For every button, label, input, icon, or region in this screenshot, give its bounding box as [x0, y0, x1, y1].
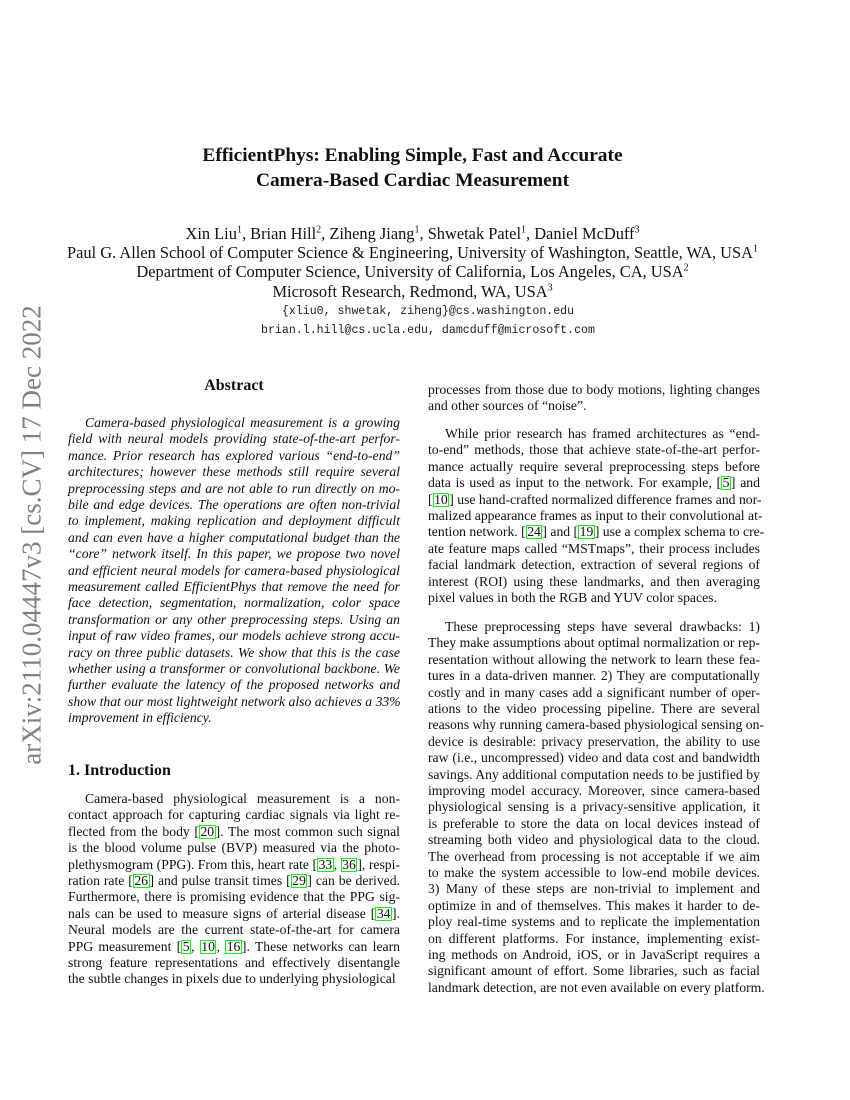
text-line: is preferable to store the data on local devices instead of: [428, 815, 760, 831]
text-line: interest (ROI) using these landmarks, and then averaging: [428, 573, 760, 589]
text-line: pixel values in both the RGB and YUV color spaces.: [428, 590, 717, 605]
author-affiliation-mark: 3: [634, 224, 640, 236]
text-line: data is used as input to the network. For example, [ 5 ] and: [428, 475, 760, 491]
text-line: ations to the video processing pipeline. There are several: [428, 701, 760, 716]
text-line: mance. Prior research has explored various “end-to-end”: [68, 447, 400, 463]
arxiv-identifier: arXiv:2110.04447v3 [cs.CV] 17 Dec 2022: [16, 305, 47, 765]
text-line: Neural models are the current state-of-the-art for camera: [68, 922, 400, 938]
author-affiliation-mark: 2: [316, 224, 322, 236]
text-line: strong feature representations and effectively disentangle: [68, 955, 400, 970]
text-line: device is desirable: privacy preservation, the ability to use: [428, 733, 760, 749]
text-line: physiological sensing is a privacy-sensitive application, it: [428, 799, 760, 815]
text-line: racy on three public datasets. We show that this is the case: [68, 644, 400, 660]
paper-title-line-1: EfficientPhys: Enabling Simple, Fast and Accurate: [202, 145, 623, 166]
affiliation-mark: 1: [752, 243, 758, 255]
text-line: tures in a data-driven manner. 2) They are computationally: [428, 668, 760, 684]
text-line: These preprocessing steps have several drawbacks: 1): [445, 619, 760, 634]
affiliation-mark: 3: [547, 282, 553, 294]
text-line: raw (i.e., uncompressed) video and data cost and bandwidth: [428, 750, 760, 766]
text-line: show that our most lightweight network also achieves a 33%: [68, 693, 401, 709]
text-line: optimize in and of themselves. This makes it harder to de-: [428, 897, 760, 913]
text-line: face detection, segmentation, normalization, color space: [68, 595, 400, 611]
text-line: on different platforms. For instance, implementing exist-: [428, 930, 760, 946]
text-line: The overhead from processing is not acceptable if we aim: [428, 848, 760, 864]
text-line: PPG measurement [ 5 , 10 , 16 ]. These networks can learn: [68, 938, 401, 954]
citation-link[interactable]: 10: [201, 938, 215, 954]
affiliation-msr: [0, 282, 825, 302]
text-line: facial landmark detection, extraction of several regions of: [428, 557, 760, 573]
text-line: to make the system accessible to low-end mobile devices.: [428, 865, 760, 880]
text-line: savings. Any additional computation needs to be justified by: [428, 766, 760, 782]
text-line: and efficient neural models for camera-based physiological: [68, 562, 400, 578]
introduction-heading: 1. Introduction: [68, 762, 171, 779]
text-line: nals can be used to measure signs of arterial disease [ 34 ].: [68, 905, 400, 921]
citation-link[interactable]: 33: [318, 856, 333, 872]
text-line: Camera-based physiological measurement is a non-: [85, 791, 400, 806]
affiliation-mark: 2: [683, 262, 689, 274]
text-line: architectures; however these methods still require several: [68, 464, 400, 480]
text-line: [ 10 ] use hand-crafted normalized difference frames and nor-: [428, 491, 762, 507]
text-line: is the blood volume pulse (BVP) measured via the photo-: [68, 840, 400, 856]
text-line: malized appearance frames as input to their convolutional at-: [428, 508, 763, 523]
affiliation-text: Department of Computer Science, University of California, Los Angeles, CA, USA: [136, 262, 684, 281]
text-line: measurement called EfficientPhys that remove the need for: [68, 579, 400, 594]
author-name: Ziheng Jiang: [329, 224, 415, 243]
email-line-1: {xliu0, shwetak, ziheng}@cs.washington.edu: [281, 305, 575, 318]
text-line: and other sources of “noise”.: [428, 398, 587, 414]
text-line: flected from the body [ 20 ]. The most common such signal: [68, 823, 400, 839]
citation-link[interactable]: 5: [182, 938, 190, 954]
citation-link[interactable]: 16: [226, 938, 241, 954]
text-line: transformation or any other preprocessing steps. Using an: [68, 611, 400, 627]
text-line: “core” network itself. In this paper, we propose two novel: [68, 546, 400, 562]
citation-link[interactable]: 36: [342, 856, 356, 872]
text-line: While prior research has framed architectures as “end-: [445, 426, 760, 441]
paper-title-line-2: Camera-Based Cardiac Measurement: [255, 170, 570, 191]
text-line: to implement, making replication and deployment difficult: [68, 513, 400, 529]
email-line-2: brian.l.hill@cs.ucla.edu, damcduff@microsoft.com: [261, 324, 595, 337]
affiliation-text: Microsoft Research, Redmond, WA, USA: [272, 282, 548, 301]
text-line: processes from those due to body motions, lighting changes: [428, 382, 760, 397]
text-line: landmark detection, are not even available on every platform.: [428, 979, 765, 995]
affiliation-text: Paul G. Allen School of Computer Science & Engineering, University of Washington, Seattle, WA, USA: [67, 243, 753, 262]
text-line: improving model accuracy. Moreover, since camera-based: [428, 783, 760, 798]
text-line: input of raw video frames, our models achieve strong accu-: [68, 628, 400, 644]
citation-link[interactable]: 26: [134, 873, 148, 888]
text-line: costly and in many cases add a significant number of oper-: [428, 684, 760, 700]
author-name: Brian Hill: [250, 224, 317, 243]
author-name: Xin Liu: [185, 224, 237, 243]
author-name: Daniel McDuff: [534, 224, 635, 243]
citation-link[interactable]: 5: [722, 475, 730, 491]
text-line: field with neural models providing state-of-the-art perfor-: [68, 431, 400, 447]
text-line: improvement in efficiency.: [68, 710, 212, 726]
text-line: ploy real-time systems and to replicate the implementation: [428, 914, 760, 930]
text-line: ration rate [ 26 ] and pulse transit times [ 29 ] can be derived.: [68, 873, 401, 888]
text-line: mance actually require several preprocessing steps before: [428, 458, 760, 474]
text-line: resentation without allowing the network to learn these fea-: [428, 651, 760, 667]
citation-link[interactable]: 20: [200, 823, 215, 839]
abstract-heading: Abstract: [204, 377, 264, 394]
author-affiliation-mark: 1: [236, 224, 242, 236]
text-line: bile and edge devices. The operations are often non-trivial: [68, 497, 400, 512]
affiliation-ucla: [0, 262, 825, 282]
text-line: whether using a transformer or convolutional backbone. We: [68, 661, 400, 676]
text-line: further evaluate the latency of the proposed networks and: [68, 677, 400, 693]
text-line: plethysmogram (PPG). From this, heart rate [ 33 , 36 ], respi-: [68, 856, 400, 872]
text-line: to-end” methods, those that achieve state-of-the-art perfor-: [428, 442, 760, 458]
text-line: streaming both video and physiological data to the cloud.: [428, 832, 760, 848]
text-line: ate feature maps called “MSTmaps”, their process includes: [428, 540, 760, 556]
text-line: Camera-based physiological measurement is a growing: [85, 415, 400, 430]
citation-link[interactable]: 19: [579, 524, 594, 540]
author-affiliation-mark: 1: [521, 224, 527, 236]
text-line: the subtle changes in pixels due to underlying physiological: [68, 971, 396, 987]
text-line: and can even have a higher computational budget than the: [68, 529, 400, 545]
text-line: contact approach for capturing cardiac signals via light re-: [68, 807, 400, 823]
citation-link[interactable]: 34: [376, 905, 391, 921]
text-line: They make assumptions about optimal normalization or rep-: [428, 635, 760, 651]
text-line: tention network. [ 24 ] and [ 19 ] use a complex schema to cre-: [428, 524, 765, 540]
author-list: Xin Liu$^1$, Brian Hill$^2$, Ziheng Jiang$^1$, Shwetak Patel$^1$, Daniel McDuff$^3$: [185, 224, 640, 243]
author-affiliation-mark: 1: [414, 224, 420, 236]
text-line: significant amount of effort. Some libraries, such as facial: [428, 963, 760, 979]
citation-link[interactable]: 24: [527, 524, 541, 540]
text-line: 3) Many of these steps are non-trivial to implement and: [428, 881, 760, 897]
text-line: ing methods on Android, iOS, or in JavaScript requires a: [428, 947, 760, 962]
text-line: Furthermore, there is promising evidence that the PPG sig-: [68, 889, 400, 905]
author-name: Shwetak Patel: [427, 224, 522, 243]
citation-link[interactable]: 29: [292, 873, 306, 888]
text-line: preprocessing steps and are not able to run directly on mo-: [68, 480, 400, 496]
text-line: reasons why running camera-based physiological sensing on-: [428, 717, 765, 733]
citation-link[interactable]: 10: [434, 491, 448, 507]
affiliation-uw: [0, 243, 825, 263]
